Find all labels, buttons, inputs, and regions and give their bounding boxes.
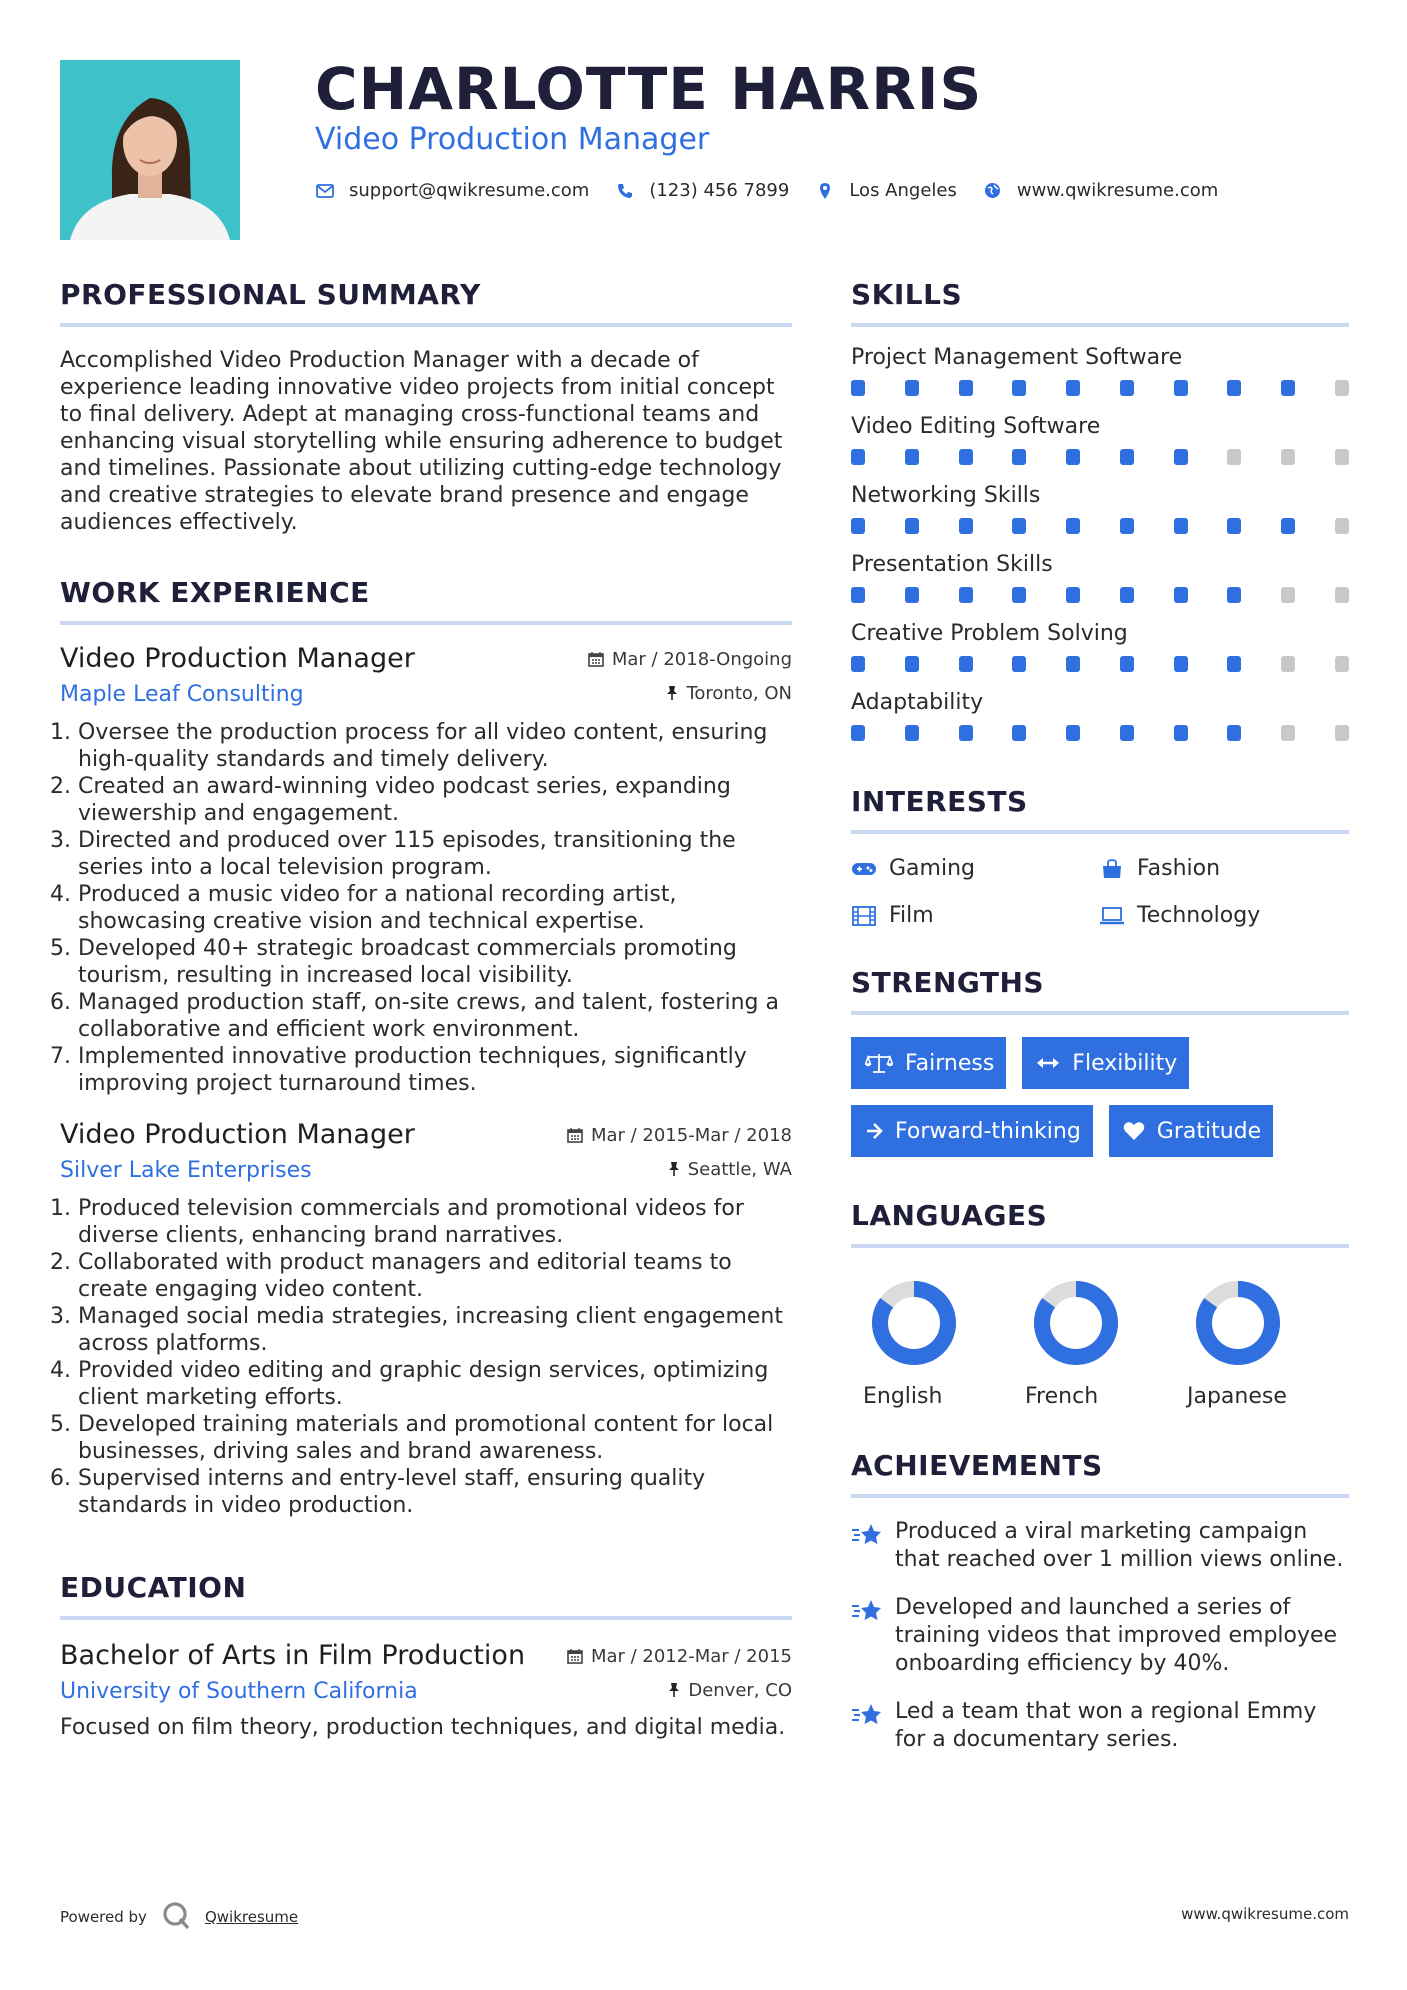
list-item: 6. Managed production staff, on-site crews, and talent, fostering a collaborative and efficient work environment. bbox=[78, 989, 792, 1043]
list-item: 6. Supervised interns and entry-level staff, ensuring quality standards in video production. bbox=[78, 1465, 792, 1519]
footer-website[interactable]: www.qwikresume.com bbox=[1181, 1905, 1349, 1923]
skill-dot-empty bbox=[1281, 656, 1295, 672]
languages-heading: LANGUAGES bbox=[851, 1199, 1349, 1248]
company-name: Silver Lake Enterprises bbox=[60, 1158, 312, 1183]
skill-dot-empty bbox=[1335, 725, 1349, 741]
list-item: 3. Managed social media strategies, increasing client engagement across platforms. bbox=[78, 1303, 792, 1357]
profile-photo bbox=[60, 60, 240, 240]
skill-dot-filled bbox=[1174, 725, 1188, 741]
arrow-right-icon bbox=[865, 1122, 883, 1140]
interest-item bbox=[1099, 903, 1349, 928]
skill-dot-filled bbox=[1012, 380, 1026, 396]
skill-item bbox=[851, 483, 1349, 534]
interests-list bbox=[851, 856, 1349, 928]
skill-dot-filled bbox=[1227, 380, 1241, 396]
language-ring bbox=[869, 1278, 959, 1368]
website-text: www.qwikresume.com bbox=[1016, 180, 1219, 201]
balance-scale-icon bbox=[865, 1052, 893, 1074]
job-location: Toronto, ON bbox=[686, 682, 792, 704]
achievement-item bbox=[851, 1594, 1349, 1678]
skill-dot-filled bbox=[851, 587, 865, 603]
summary-heading: PROFESSIONAL SUMMARY bbox=[60, 278, 792, 327]
achievements-heading: ACHIEVEMENTS bbox=[851, 1449, 1349, 1498]
skill-dot-filled bbox=[905, 380, 919, 396]
shooting-star-icon bbox=[851, 1698, 883, 1754]
gamepad-icon bbox=[851, 858, 877, 880]
calendar-icon bbox=[588, 651, 604, 667]
skill-dot-filled bbox=[959, 380, 973, 396]
list-item: 5. Developed training materials and promotional content for local businesses, driving sales and brand awareness. bbox=[78, 1411, 792, 1465]
skill-dot-filled bbox=[1066, 380, 1080, 396]
shooting-star-icon bbox=[851, 1518, 883, 1574]
achievement-text: Developed and launched a series of training videos that improved employee onboarding efficiency by 40%. bbox=[895, 1595, 1338, 1676]
film-icon bbox=[851, 905, 877, 927]
skill-dot-filled bbox=[1012, 725, 1026, 741]
email-text: support@qwikresume.com bbox=[349, 180, 590, 201]
skill-dot-filled bbox=[1174, 380, 1188, 396]
education-entry bbox=[60, 1640, 792, 1741]
qwikresume-logo-icon bbox=[161, 1900, 191, 1934]
language-name: Japanese bbox=[1187, 1384, 1287, 1409]
map-pin-icon bbox=[815, 181, 835, 201]
skill-dot-filled bbox=[1174, 449, 1188, 465]
achievement-item bbox=[851, 1698, 1349, 1754]
interest-label: Fashion bbox=[1137, 856, 1221, 881]
interests-heading: INTERESTS bbox=[851, 785, 1349, 834]
skill-item bbox=[851, 414, 1349, 465]
interest-item bbox=[1099, 856, 1349, 881]
phone-text: (123) 456 7899 bbox=[649, 180, 790, 201]
skill-item bbox=[851, 621, 1349, 672]
skill-dot-filled bbox=[905, 587, 919, 603]
language-ring bbox=[1031, 1278, 1121, 1368]
skill-dot-filled bbox=[1066, 725, 1080, 741]
experience-heading: WORK EXPERIENCE bbox=[60, 576, 792, 625]
strength-tag bbox=[851, 1037, 1006, 1089]
skill-dot-filled bbox=[851, 449, 865, 465]
skill-dot-filled bbox=[851, 725, 865, 741]
skill-dot-filled bbox=[905, 725, 919, 741]
skill-dot-empty bbox=[1281, 725, 1295, 741]
skill-dot-filled bbox=[959, 518, 973, 534]
left-column bbox=[60, 278, 792, 1741]
strength-label: Fairness bbox=[905, 1050, 995, 1076]
skill-name: Video Editing Software bbox=[851, 414, 1101, 439]
contact-location bbox=[815, 180, 957, 201]
skill-dot-empty bbox=[1335, 656, 1349, 672]
skill-dot-filled bbox=[905, 518, 919, 534]
skill-dot-empty bbox=[1227, 449, 1241, 465]
skill-dot-filled bbox=[1120, 380, 1134, 396]
skill-dot-filled bbox=[959, 656, 973, 672]
skill-name: Networking Skills bbox=[851, 483, 1041, 508]
languages-list bbox=[851, 1278, 1349, 1409]
skill-dot-filled bbox=[1120, 656, 1134, 672]
skill-dot-empty bbox=[1335, 380, 1349, 396]
shooting-star-icon bbox=[851, 1594, 883, 1678]
skill-dot-filled bbox=[959, 449, 973, 465]
skill-dot-empty bbox=[1335, 518, 1349, 534]
skill-dot-filled bbox=[959, 725, 973, 741]
pushpin-icon bbox=[668, 1161, 680, 1177]
candidate-name: CHARLOTTE HARRIS bbox=[315, 55, 983, 123]
language-item bbox=[1025, 1278, 1187, 1409]
skill-dot-filled bbox=[1174, 656, 1188, 672]
company-name: Maple Leaf Consulting bbox=[60, 682, 304, 707]
language-item bbox=[863, 1278, 1025, 1409]
brand-link[interactable]: Qwikresume bbox=[204, 1908, 299, 1926]
achievement-text: Produced a viral marketing campaign that reached over 1 million views online. bbox=[895, 1519, 1344, 1572]
skill-dot-filled bbox=[1012, 656, 1026, 672]
skill-name: Presentation Skills bbox=[851, 552, 1053, 577]
skill-rating bbox=[851, 380, 1349, 396]
contact-email[interactable] bbox=[315, 180, 589, 201]
person-portrait bbox=[60, 60, 240, 240]
skill-dot-filled bbox=[1227, 725, 1241, 741]
shopping-bag-icon bbox=[1099, 858, 1125, 880]
strength-tag bbox=[851, 1105, 1093, 1157]
calendar-icon bbox=[567, 1127, 583, 1143]
candidate-role: Video Production Manager bbox=[315, 122, 710, 157]
skills-heading: SKILLS bbox=[851, 278, 1349, 327]
strength-tag bbox=[1022, 1037, 1189, 1089]
achievements-list bbox=[851, 1518, 1349, 1754]
calendar-icon bbox=[567, 1648, 583, 1664]
contact-website[interactable] bbox=[983, 180, 1218, 201]
list-item: 1. Oversee the production process for all video content, ensuring high-quality standards and timely delivery. bbox=[78, 719, 792, 773]
skill-dot-filled bbox=[1174, 587, 1188, 603]
pushpin-icon bbox=[666, 685, 678, 701]
strengths-list bbox=[851, 1037, 1349, 1173]
powered-by-text: Powered by bbox=[60, 1908, 147, 1926]
arrows-horizontal-icon bbox=[1036, 1056, 1060, 1070]
contact-phone[interactable] bbox=[615, 180, 789, 201]
job-entry bbox=[60, 1119, 792, 1519]
language-ring bbox=[1193, 1278, 1283, 1368]
job-title: Video Production Manager bbox=[60, 643, 415, 674]
envelope-icon bbox=[315, 181, 335, 201]
skill-dot-filled bbox=[851, 518, 865, 534]
job-location: Seattle, WA bbox=[687, 1158, 792, 1180]
skill-dot-filled bbox=[1227, 587, 1241, 603]
language-item bbox=[1187, 1278, 1349, 1409]
skill-dot-filled bbox=[851, 380, 865, 396]
list-item: 1. Produced television commercials and promotional videos for diverse clients, enhancing brand narratives. bbox=[78, 1195, 792, 1249]
job-entry bbox=[60, 643, 792, 1097]
list-item: 3. Directed and produced over 115 episodes, transitioning the series into a local television program. bbox=[78, 827, 792, 881]
location-text: Los Angeles bbox=[849, 180, 957, 201]
skill-dot-filled bbox=[959, 587, 973, 603]
duty-list bbox=[60, 1195, 792, 1519]
strength-tag bbox=[1109, 1105, 1273, 1157]
job-dates: Mar / 2015-Mar / 2018 bbox=[590, 1124, 792, 1146]
achievement-item bbox=[851, 1518, 1349, 1574]
job-dates: Mar / 2018-Ongoing bbox=[611, 648, 792, 670]
skill-dot-filled bbox=[1012, 587, 1026, 603]
skill-dot-filled bbox=[1227, 518, 1241, 534]
heart-icon bbox=[1123, 1121, 1145, 1141]
skill-dot-filled bbox=[905, 656, 919, 672]
school-name: University of Southern California bbox=[60, 1679, 418, 1704]
skill-item bbox=[851, 552, 1349, 603]
pushpin-icon bbox=[668, 1682, 680, 1698]
skill-dot-empty bbox=[1281, 587, 1295, 603]
skill-dot-filled bbox=[905, 449, 919, 465]
skill-rating bbox=[851, 587, 1349, 603]
language-name: French bbox=[1025, 1384, 1099, 1409]
strength-label: Forward-thinking bbox=[895, 1118, 1081, 1144]
skill-dot-empty bbox=[1335, 449, 1349, 465]
list-item: 5. Developed 40+ strategic broadcast commercials promoting tourism, resulting in increased local visibility. bbox=[78, 935, 792, 989]
skill-dot-filled bbox=[1281, 518, 1295, 534]
skill-dot-filled bbox=[1066, 449, 1080, 465]
skill-rating bbox=[851, 725, 1349, 741]
job-title: Video Production Manager bbox=[60, 1119, 415, 1150]
skill-rating bbox=[851, 656, 1349, 672]
skill-name: Creative Problem Solving bbox=[851, 621, 1128, 646]
footer-powered-by bbox=[60, 1900, 298, 1934]
interest-label: Gaming bbox=[889, 856, 975, 881]
duty-list bbox=[60, 719, 792, 1097]
list-item: 4. Provided video editing and graphic design services, optimizing client marketing efforts. bbox=[78, 1357, 792, 1411]
education-dates: Mar / 2012-Mar / 2015 bbox=[590, 1645, 792, 1667]
strength-label: Flexibility bbox=[1072, 1050, 1178, 1076]
interest-label: Technology bbox=[1137, 903, 1261, 928]
globe-icon bbox=[983, 181, 1003, 201]
skill-dot-filled bbox=[851, 656, 865, 672]
achievement-text: Led a team that won a regional Emmy for a documentary series. bbox=[895, 1699, 1317, 1752]
list-item: 2. Created an award-winning video podcast series, expanding viewership and engagement. bbox=[78, 773, 792, 827]
language-name: English bbox=[863, 1384, 943, 1409]
interest-label: Film bbox=[889, 903, 934, 928]
skill-dot-filled bbox=[1174, 518, 1188, 534]
list-item: 2. Collaborated with product managers and editorial teams to create engaging video content. bbox=[78, 1249, 792, 1303]
right-column bbox=[851, 278, 1349, 1754]
skill-item bbox=[851, 345, 1349, 396]
skill-rating bbox=[851, 518, 1349, 534]
skill-dot-filled bbox=[1281, 380, 1295, 396]
skill-dot-filled bbox=[1066, 656, 1080, 672]
education-location: Denver, CO bbox=[688, 1679, 792, 1701]
skill-dot-filled bbox=[1120, 449, 1134, 465]
contact-bar bbox=[315, 180, 1244, 201]
phone-icon bbox=[615, 181, 635, 201]
skill-dot-filled bbox=[1227, 656, 1241, 672]
interest-item bbox=[851, 856, 1099, 881]
list-item: 4. Produced a music video for a national recording artist, showcasing creative vision and technical expertise. bbox=[78, 881, 792, 935]
skill-dot-filled bbox=[1120, 725, 1134, 741]
strength-label: Gratitude bbox=[1156, 1118, 1262, 1144]
strengths-heading: STRENGTHS bbox=[851, 966, 1349, 1015]
skill-dot-empty bbox=[1335, 587, 1349, 603]
skill-dot-filled bbox=[1012, 518, 1026, 534]
skill-dot-filled bbox=[1120, 587, 1134, 603]
skills-list bbox=[851, 345, 1349, 741]
interest-item bbox=[851, 903, 1099, 928]
skill-name: Project Management Software bbox=[851, 345, 1183, 370]
skill-name: Adaptability bbox=[851, 690, 984, 715]
skill-rating bbox=[851, 449, 1349, 465]
summary-text: Accomplished Video Production Manager with a decade of experience leading innovative video projects from initial concept to final delivery. Adept at managing cross-functional teams and enhancing visual storytelling while ensuring adherence to budget and timelines. Passionate about utilizing cutting-edge technology and creative strategies to elevate brand presence and engage audiences effectively. bbox=[60, 348, 783, 535]
skill-dot-empty bbox=[1281, 449, 1295, 465]
degree-title: Bachelor of Arts in Film Production bbox=[60, 1640, 526, 1671]
education-heading: EDUCATION bbox=[60, 1571, 792, 1620]
skill-dot-filled bbox=[1120, 518, 1134, 534]
laptop-icon bbox=[1099, 905, 1125, 927]
education-description: Focused on film theory, production techniques, and digital media. bbox=[60, 1715, 786, 1740]
skill-dot-filled bbox=[1066, 518, 1080, 534]
skill-dot-filled bbox=[1066, 587, 1080, 603]
skill-item bbox=[851, 690, 1349, 741]
skill-dot-filled bbox=[1012, 449, 1026, 465]
list-item: 7. Implemented innovative production techniques, significantly improving project turnaround times. bbox=[78, 1043, 792, 1097]
